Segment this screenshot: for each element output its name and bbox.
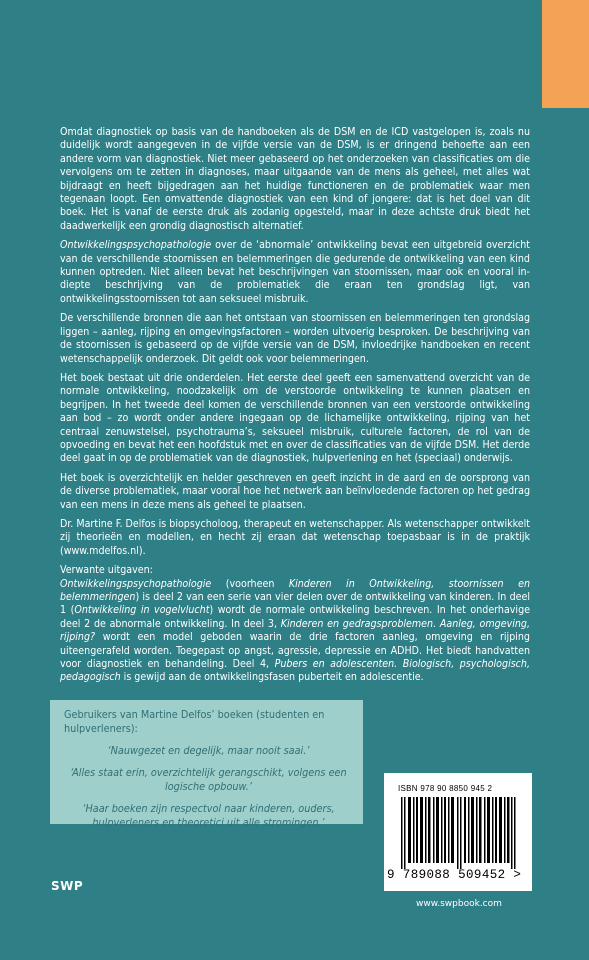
- isbn-label: ISBN 978 90 8850 945 2: [398, 784, 493, 793]
- barcode-number: 9 789088 509452 >: [387, 868, 522, 882]
- paragraph-structure: Het boek bestaat uit drie onderdelen. Het eerste deel geeft een samenvattend overzicht van de normale ontwikkeling, noodzakelijk om de verstoorde ontwikkeling te kunnen plaatsen en begrijpen. In het tweede deel komen de verschillende bronnen van een verstoorde ontwikkeling aan bod – zo wordt onder andere ingegaan op de lichamelijke ontwikkeling, rijping van het centraal zenuwstelsel, psychotrauma’s, seksueel misbruik, culturele factoren, de rol van de opvoeding en bevat het een hoofdstuk met en over de classificaties van de vijfde DSM. Het derde deel gaat in op de problematiek van de diagnostiek, hulpverlening en het (speciaal) onderwijs.: [60, 371, 530, 465]
- book-title-italic: Ontwikkelingspsychopathologie: [60, 239, 212, 252]
- barcode-icon: [401, 797, 521, 869]
- publisher-website: www.swpbook.com: [416, 899, 502, 909]
- paragraph-author: Dr. Martine F. Delfos is biopsycholoog, therapeut en wetenschapper. Als wetenschapper ontwikkelt zij theorieën en modellen, en hecht zij eraan dat wetenschap toepasbaar is in de praktijk (www.mdelfos.nl).: [60, 517, 530, 557]
- paragraph-overview: Ontwikkelingspsychopathologie over de ‘abnormale’ ontwikkeling bevat een uitgebreid overzicht van de verschillende stoornissen en belemmeringen die gedurende de ontwikkeling van een kind kunnen optreden. Niet alleen bevat het beschrijvingen van stoornissen, maar ook en vooral in-diepte beschrijving van de problematiek die eraan ten grondslag ligt, van ontwikkelingsstoornissen tot aan seksueel misbruik.: [60, 239, 530, 305]
- paragraph-sources: De verschillende bronnen die aan het ontstaan van stoornissen en belemmeringen ten grondslag liggen – aanleg, rijping en omgevingsfactoren – worden uitvoerig besproken. De beschrijving van de stoornissen is gebaseerd op de vijfde versie van de DSM, invloedrijke handboeken en recent wetenschappelijk onderzoek. Dit geldt ook voor belemmeringen.: [60, 312, 530, 365]
- testimonial-box: [50, 700, 363, 829]
- paragraph-intro: Omdat diagnostiek op basis van de handboeken als de DSM en de ICD vastgelopen is, zoals nu duidelijk wordt aangegeven in de vijfde versie van de DSM, is er dringend behoefte aan een andere vorm van diagnostiek. Niet meer gebaseerd op het onderzoeken van classificaties om die vervolgens om te zetten in diagnoses, maar uitgaande van de mens als geheel, met alles wat bijdraagt en heeft bijgedragen aan het huidige functioneren en de problematiek waar men tegenaan loopt. Een omvattende diagnostiek van een kind of jongere: dat is het doel van dit boek. Het is vanaf de eerste druk als zodanig opgesteld, maar in deze achtste druk biedt het daadwerkelijk een grondig diagnostisch alternatief.: [60, 126, 530, 232]
- testimonial-intro: Gebruikers van Martine Delfos’ boeken (studenten en hulpverleners):: [64, 708, 325, 735]
- related-heading: Verwante uitgaven:: [60, 564, 153, 577]
- testimonial-quote: ‘Alles staat erin, overzichtelijk gerangschikt, volgens een logische opbouw.’: [70, 766, 347, 793]
- orange-accent-tab: [542, 0, 589, 108]
- paragraph-insight: Het boek is overzichtelijk en helder geschreven en geeft inzicht in de aard en de oorsprong van de diverse problematiek, maar vooral hoe het netwerk aan beïnvloedende factoren op het gedrag van een mens in deze mens als geheel te plaatsen.: [60, 471, 530, 511]
- paragraph-related: Ontwikkelingspsychopathologie (voorheen Kinderen in Ontwikkeling, stoornissen en belemmeringen) is deel 2 van een serie van vier delen over de ontwikkeling van kinderen. In deel 1 (Ontwikkeling in vogelvlucht) wordt de normale ontwikkeling beschreven. In het onderhavige deel 2 de abnormale ontwikkeling. In deel 3, Kinderen en gedragsproblemen. Aanleg, omgeving, rijping? wordt een model geboden waarin de drie factoren aanleg, omgeving en rijping uiteengerafeld worden. Toegepast op angst, agressie, depressie en ADHD. Het biedt handvatten voor diagnostiek en behandeling. Deel 4, Pubers en adolescenten. Biologisch, psychologisch, pedagogisch is gewijd aan de ontwikkelingsfasen puberteit en adolescentie.: [60, 577, 530, 684]
- testimonial-quote: ‘Nauwgezet en degelijk, maar nooit saai.’: [107, 744, 310, 757]
- back-cover-text: [60, 126, 530, 691]
- testimonial-quote: ‘Haar boeken zijn respectvol naar kinderen, ouders, hulpverleners en theoretici uit alle stromingen.’: [82, 802, 335, 829]
- publisher-logo: SWP: [51, 879, 84, 893]
